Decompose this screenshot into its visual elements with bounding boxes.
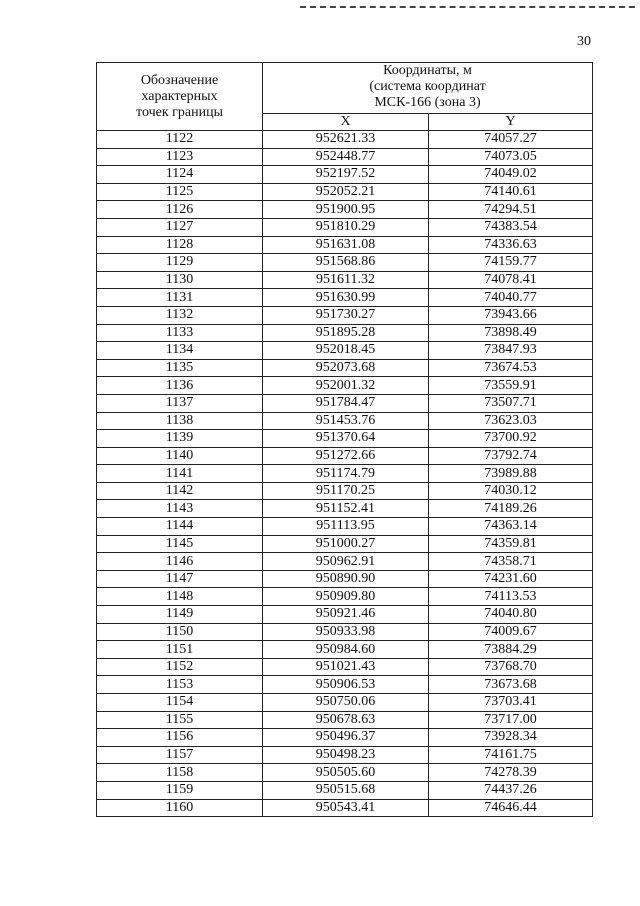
header-coordinates — [263, 63, 593, 114]
header-point-label — [97, 63, 263, 131]
page-number: 30 — [577, 34, 591, 49]
table-row — [97, 781, 593, 799]
x-cell: 950750.06 — [263, 694, 429, 712]
table-row — [97, 306, 593, 324]
x-cell: 952001.32 — [263, 377, 429, 395]
table-row — [97, 553, 593, 571]
x-cell: 950921.46 — [263, 606, 429, 624]
table-row — [97, 676, 593, 694]
table-row — [97, 218, 593, 236]
x-cell: 951900.95 — [263, 201, 429, 219]
point-cell: 1137 — [97, 394, 263, 412]
y-cell: 74161.75 — [429, 746, 593, 764]
table-row — [97, 641, 593, 659]
x-cell: 951000.27 — [263, 535, 429, 553]
x-cell: 952052.21 — [263, 183, 429, 201]
x-cell: 951568.86 — [263, 254, 429, 272]
point-cell: 1122 — [97, 131, 263, 149]
table-row — [97, 447, 593, 465]
y-cell: 74278.39 — [429, 764, 593, 782]
table-row — [97, 518, 593, 536]
x-cell: 951453.76 — [263, 412, 429, 430]
y-cell: 74359.81 — [429, 535, 593, 553]
x-cell: 951730.27 — [263, 306, 429, 324]
y-cell: 74437.26 — [429, 781, 593, 799]
header-coords-line: МСК-166 (зона 3) — [374, 95, 481, 110]
point-cell: 1135 — [97, 359, 263, 377]
header-point-line: точек границы — [136, 104, 223, 120]
x-cell: 951152.41 — [263, 500, 429, 518]
y-cell: 73674.53 — [429, 359, 593, 377]
x-cell: 951272.66 — [263, 447, 429, 465]
x-cell: 952073.68 — [263, 359, 429, 377]
x-cell: 950496.37 — [263, 729, 429, 747]
table-row — [97, 570, 593, 588]
y-cell: 73792.74 — [429, 447, 593, 465]
point-cell: 1139 — [97, 430, 263, 448]
table-row — [97, 131, 593, 149]
x-cell: 950498.23 — [263, 746, 429, 764]
y-cell: 74057.27 — [429, 131, 593, 149]
y-cell: 74159.77 — [429, 254, 593, 272]
x-cell: 951630.99 — [263, 289, 429, 307]
table-row — [97, 236, 593, 254]
point-cell: 1142 — [97, 482, 263, 500]
x-cell: 951021.43 — [263, 658, 429, 676]
x-cell: 950933.98 — [263, 623, 429, 641]
x-cell: 951113.95 — [263, 518, 429, 536]
x-cell: 951810.29 — [263, 218, 429, 236]
point-cell: 1132 — [97, 306, 263, 324]
point-cell: 1151 — [97, 641, 263, 659]
y-cell: 74189.26 — [429, 500, 593, 518]
y-cell: 74049.02 — [429, 166, 593, 184]
table-row — [97, 658, 593, 676]
y-cell: 73717.00 — [429, 711, 593, 729]
y-cell: 73623.03 — [429, 412, 593, 430]
top-rule — [300, 6, 635, 8]
point-cell: 1129 — [97, 254, 263, 272]
header-point-line: характерных — [141, 88, 218, 104]
y-cell: 74073.05 — [429, 148, 593, 166]
table-row — [97, 271, 593, 289]
x-cell: 950906.53 — [263, 676, 429, 694]
point-cell: 1134 — [97, 342, 263, 360]
table-row — [97, 289, 593, 307]
x-cell: 950890.90 — [263, 570, 429, 588]
point-cell: 1150 — [97, 623, 263, 641]
y-cell: 74231.60 — [429, 570, 593, 588]
point-cell: 1140 — [97, 447, 263, 465]
x-cell: 950543.41 — [263, 799, 429, 817]
table-header — [97, 63, 593, 131]
point-cell: 1158 — [97, 764, 263, 782]
point-cell: 1143 — [97, 500, 263, 518]
point-cell: 1131 — [97, 289, 263, 307]
table-row — [97, 465, 593, 483]
header-x: X — [263, 114, 429, 131]
table-row — [97, 377, 593, 395]
y-cell: 73884.29 — [429, 641, 593, 659]
point-cell: 1146 — [97, 553, 263, 571]
table-row — [97, 535, 593, 553]
x-cell: 952448.77 — [263, 148, 429, 166]
point-cell: 1128 — [97, 236, 263, 254]
table-row — [97, 588, 593, 606]
point-cell: 1125 — [97, 183, 263, 201]
table-row — [97, 500, 593, 518]
x-cell: 950515.68 — [263, 781, 429, 799]
point-cell: 1160 — [97, 799, 263, 817]
table-row — [97, 394, 593, 412]
y-cell: 74113.53 — [429, 588, 593, 606]
table-body — [97, 131, 593, 817]
table-row — [97, 430, 593, 448]
header-y: Y — [429, 114, 593, 131]
coordinates-table — [96, 62, 593, 817]
table-row — [97, 799, 593, 817]
point-cell: 1138 — [97, 412, 263, 430]
table-row — [97, 342, 593, 360]
point-cell: 1157 — [97, 746, 263, 764]
table-row — [97, 694, 593, 712]
table-row — [97, 324, 593, 342]
x-cell: 951370.64 — [263, 430, 429, 448]
point-cell: 1155 — [97, 711, 263, 729]
point-cell: 1148 — [97, 588, 263, 606]
point-cell: 1126 — [97, 201, 263, 219]
x-cell: 951174.79 — [263, 465, 429, 483]
y-cell: 73768.70 — [429, 658, 593, 676]
point-cell: 1124 — [97, 166, 263, 184]
y-cell: 74294.51 — [429, 201, 593, 219]
y-cell: 74363.14 — [429, 518, 593, 536]
point-cell: 1156 — [97, 729, 263, 747]
y-cell: 73700.92 — [429, 430, 593, 448]
x-cell: 951170.25 — [263, 482, 429, 500]
table-row — [97, 623, 593, 641]
x-cell: 951611.32 — [263, 271, 429, 289]
table-row — [97, 166, 593, 184]
point-cell: 1153 — [97, 676, 263, 694]
header-coords-line: Координаты, м — [383, 63, 472, 78]
y-cell: 74383.54 — [429, 218, 593, 236]
table-row — [97, 606, 593, 624]
table-row — [97, 412, 593, 430]
y-cell: 73673.68 — [429, 676, 593, 694]
table-row — [97, 711, 593, 729]
header-point-line: Обозначение — [140, 72, 219, 88]
table-row — [97, 148, 593, 166]
y-cell: 73507.71 — [429, 394, 593, 412]
point-cell: 1145 — [97, 535, 263, 553]
y-cell: 73898.49 — [429, 324, 593, 342]
x-cell: 950505.60 — [263, 764, 429, 782]
y-cell: 74336.63 — [429, 236, 593, 254]
x-cell: 951631.08 — [263, 236, 429, 254]
table-row — [97, 359, 593, 377]
y-cell: 74078.41 — [429, 271, 593, 289]
point-cell: 1152 — [97, 658, 263, 676]
table-row — [97, 201, 593, 219]
table-row — [97, 746, 593, 764]
table-row — [97, 764, 593, 782]
y-cell: 74040.77 — [429, 289, 593, 307]
point-cell: 1144 — [97, 518, 263, 536]
x-cell: 950984.60 — [263, 641, 429, 659]
x-cell: 951784.47 — [263, 394, 429, 412]
y-cell: 73989.88 — [429, 465, 593, 483]
y-cell: 74030.12 — [429, 482, 593, 500]
point-cell: 1133 — [97, 324, 263, 342]
point-cell: 1159 — [97, 781, 263, 799]
table-row — [97, 482, 593, 500]
point-cell: 1127 — [97, 218, 263, 236]
x-cell: 952197.52 — [263, 166, 429, 184]
x-cell: 950962.91 — [263, 553, 429, 571]
x-cell: 951895.28 — [263, 324, 429, 342]
y-cell: 74646.44 — [429, 799, 593, 817]
point-cell: 1147 — [97, 570, 263, 588]
point-cell: 1149 — [97, 606, 263, 624]
point-cell: 1141 — [97, 465, 263, 483]
table-row — [97, 254, 593, 272]
y-cell: 73847.93 — [429, 342, 593, 360]
point-cell: 1154 — [97, 694, 263, 712]
point-cell: 1123 — [97, 148, 263, 166]
point-cell: 1136 — [97, 377, 263, 395]
y-cell: 73943.66 — [429, 306, 593, 324]
header-coords-line: (система координат — [369, 79, 486, 94]
y-cell: 73559.91 — [429, 377, 593, 395]
x-cell: 950909.80 — [263, 588, 429, 606]
x-cell: 952018.45 — [263, 342, 429, 360]
y-cell: 74009.67 — [429, 623, 593, 641]
y-cell: 74040.80 — [429, 606, 593, 624]
y-cell: 74358.71 — [429, 553, 593, 571]
x-cell: 950678.63 — [263, 711, 429, 729]
y-cell: 73928.34 — [429, 729, 593, 747]
y-cell: 73703.41 — [429, 694, 593, 712]
x-cell: 952621.33 — [263, 131, 429, 149]
point-cell: 1130 — [97, 271, 263, 289]
table-row — [97, 183, 593, 201]
y-cell: 74140.61 — [429, 183, 593, 201]
table-row — [97, 729, 593, 747]
